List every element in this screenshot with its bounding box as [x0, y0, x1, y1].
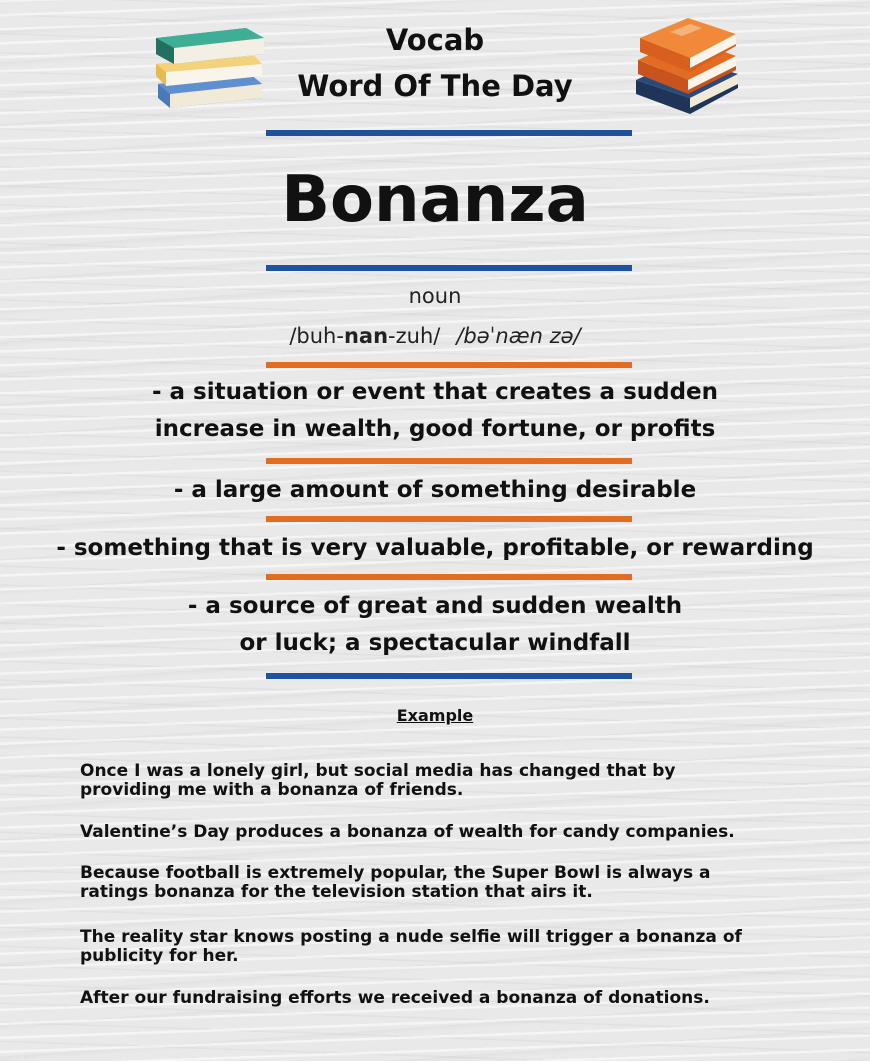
example-sentence-line: Valentine’s Day produces a bonanza of wealth for candy companies. [80, 822, 735, 842]
divider [266, 516, 632, 522]
example-sentence-line: publicity for her. [80, 946, 239, 966]
example-sentence-line: Because football is extremely popular, the Super Bowl is always a [80, 863, 711, 883]
definition-1-line2: increase in wealth, good fortune, or profits [154, 416, 716, 442]
pronunciation-open: /buh- [289, 324, 344, 348]
definition-1-line1: - a situation or event that creates a sudden [151, 379, 719, 405]
example-sentence [80, 823, 820, 842]
divider [266, 362, 632, 368]
example-heading: Example [396, 706, 474, 725]
example-sentence-line: The reality star knows posting a nude selfie will trigger a bonanza of [80, 927, 742, 947]
example-sentence-line: providing me with a bonanza of friends. [80, 780, 464, 800]
header-title-line2: Word Of The Day [297, 69, 573, 103]
example-sentence [80, 762, 820, 800]
pronunciation [0, 322, 870, 350]
example-sentence-line: After our fundraising efforts we received a bonanza of donations. [80, 988, 710, 1008]
divider [266, 574, 632, 580]
pronunciation-stressed: nan [343, 324, 389, 348]
definition-4-line2: or luck; a spectacular windfall [239, 630, 631, 656]
definition-3: - something that is very valuable, profitable, or rewarding [56, 535, 814, 561]
part-of-speech: noun [408, 284, 462, 308]
example-sentence [80, 989, 820, 1008]
vocab-word: Bonanza [281, 163, 589, 237]
example-sentence [80, 928, 820, 966]
header-title-line1: Vocab [385, 23, 485, 57]
definition-2: - a large amount of something desirable [173, 477, 697, 503]
pronunciation-ipa: /bəˈnæn zə/ [456, 324, 581, 348]
example-sentence [80, 864, 820, 902]
divider [266, 673, 632, 679]
definition-4-line1: - a source of great and sudden wealth [187, 593, 683, 619]
example-sentence-line: ratings bonanza for the television station that airs it. [80, 882, 593, 902]
divider [266, 458, 632, 464]
divider [266, 130, 632, 136]
example-sentence-line: Once I was a lonely girl, but social media has changed that by [80, 761, 676, 781]
divider [266, 265, 632, 271]
pronunciation-rest: -zuh/ [388, 324, 441, 348]
